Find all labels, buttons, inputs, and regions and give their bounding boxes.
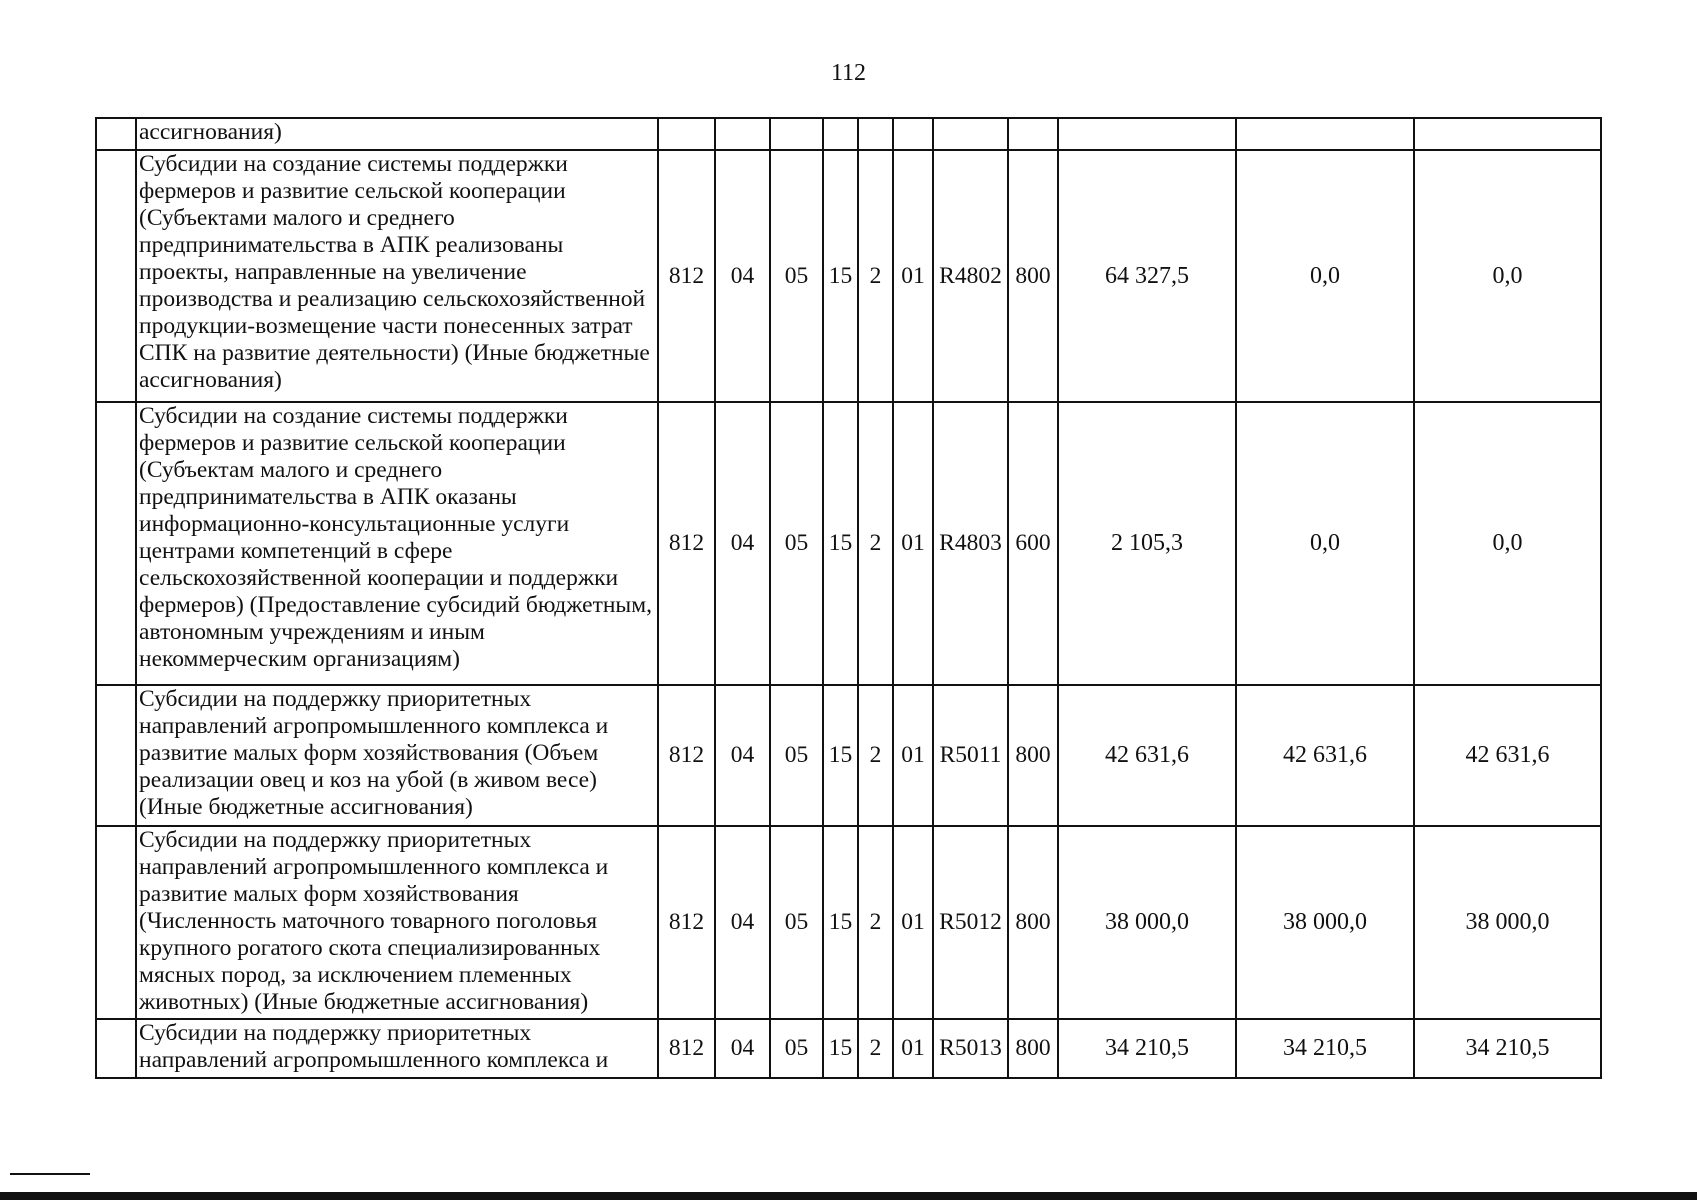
ministry-code-cell: 812 (658, 826, 715, 1019)
expense-type-cell (1008, 118, 1058, 150)
amount-year-3-cell (1414, 118, 1601, 150)
subsection-code-cell: 05 (770, 402, 823, 685)
subsection-code-cell (770, 118, 823, 150)
row-number-cell (96, 150, 136, 402)
amount-year-1-cell: 42 631,6 (1058, 685, 1236, 826)
subsection-code-cell: 05 (770, 685, 823, 826)
amount-year-2-cell: 0,0 (1236, 402, 1414, 685)
subprogram-code-cell: 2 (858, 1019, 893, 1078)
amount-year-3-cell: 0,0 (1414, 402, 1601, 685)
amount-year-3-cell: 0,0 (1414, 150, 1601, 402)
subprogram-code-cell (858, 118, 893, 150)
amount-year-1-cell: 2 105,3 (1058, 402, 1236, 685)
expense-type-cell: 800 (1008, 826, 1058, 1019)
ministry-code-cell (658, 118, 715, 150)
amount-year-3-cell: 34 210,5 (1414, 1019, 1601, 1078)
description-cell: ассигнования) (136, 118, 658, 150)
amount-year-1-cell: 38 000,0 (1058, 826, 1236, 1019)
section-code-cell: 04 (715, 826, 770, 1019)
section-code-cell (715, 118, 770, 150)
amount-year-2-cell: 34 210,5 (1236, 1019, 1414, 1078)
expense-type-cell: 800 (1008, 150, 1058, 402)
description-cell: Субсидии на создание системы поддержки фермеров и развитие сельской кооперации (Субъектам малого и среднего предпринимательства в АПК оказаны информационно-консультационные услуги центрами компетенций в сфере сельскохозяйственной кооперации и поддержки фермеров) (Предоставление субсидий бюджетным, автономным учреждениям и иным некоммерческим организациям) (136, 402, 658, 685)
amount-year-2-cell (1236, 118, 1414, 150)
program-code-cell (823, 118, 858, 150)
target-code-cell: R5013 (933, 1019, 1008, 1078)
target-code-cell: R4802 (933, 150, 1008, 402)
event-code-cell: 01 (893, 150, 933, 402)
event-code-cell (893, 118, 933, 150)
section-code-cell: 04 (715, 685, 770, 826)
table-row (96, 118, 1601, 150)
row-number-cell (96, 685, 136, 826)
amount-year-3-cell: 42 631,6 (1414, 685, 1601, 826)
section-code-cell: 04 (715, 1019, 770, 1078)
expense-type-cell: 600 (1008, 402, 1058, 685)
section-code-cell: 04 (715, 402, 770, 685)
event-code-cell: 01 (893, 685, 933, 826)
page-number: 112 (830, 60, 867, 86)
program-code-cell: 15 (823, 1019, 858, 1078)
amount-year-2-cell: 38 000,0 (1236, 826, 1414, 1019)
subprogram-code-cell: 2 (858, 150, 893, 402)
target-code-cell (933, 118, 1008, 150)
ministry-code-cell: 812 (658, 685, 715, 826)
table-row (96, 685, 1601, 826)
description-cell: Субсидии на поддержку приоритетных направлений агропромышленного комплекса и развитие малых форм хозяйствования (Объем реализации овец и коз на убой (в живом весе) (Иные бюджетные ассигнования) (136, 685, 658, 826)
amount-year-3-cell: 38 000,0 (1414, 826, 1601, 1019)
program-code-cell: 15 (823, 826, 858, 1019)
ministry-code-cell: 812 (658, 402, 715, 685)
event-code-cell: 01 (893, 402, 933, 685)
description-cell: Субсидии на создание системы поддержки фермеров и развитие сельской кооперации (Субъектами малого и среднего предпринимательства в АПК реализованы проекты, направленные на увеличение производства и реализацию сельскохозяйственной продукции-возмещение части понесенных затрат СПК на развитие деятельности) (Иные бюджетные ассигнования) (136, 150, 658, 402)
table-row (96, 150, 1601, 402)
description-cell: Субсидии на поддержку приоритетных направлений агропромышленного комплекса и (136, 1019, 658, 1078)
program-code-cell: 15 (823, 402, 858, 685)
event-code-cell: 01 (893, 826, 933, 1019)
amount-year-1-cell (1058, 118, 1236, 150)
amount-year-2-cell: 42 631,6 (1236, 685, 1414, 826)
table-row (96, 1019, 1601, 1078)
subprogram-code-cell: 2 (858, 685, 893, 826)
subprogram-code-cell: 2 (858, 826, 893, 1019)
row-number-cell (96, 1019, 136, 1078)
description-cell: Субсидии на поддержку приоритетных направлений агропромышленного комплекса и развитие малых форм хозяйствования (Численность маточного товарного поголовья крупного рогатого скота специализированных мясных пород, за исключением племенных животных) (Иные бюджетные ассигнования) (136, 826, 658, 1019)
subsection-code-cell: 05 (770, 150, 823, 402)
subprogram-code-cell: 2 (858, 402, 893, 685)
ministry-code-cell: 812 (658, 150, 715, 402)
row-number-cell (96, 402, 136, 685)
subsection-code-cell: 05 (770, 1019, 823, 1078)
event-code-cell: 01 (893, 1019, 933, 1078)
expense-type-cell: 800 (1008, 685, 1058, 826)
row-number-cell (96, 826, 136, 1019)
amount-year-2-cell: 0,0 (1236, 150, 1414, 402)
table-row (96, 402, 1601, 685)
expense-type-cell: 800 (1008, 1019, 1058, 1078)
program-code-cell: 15 (823, 685, 858, 826)
amount-year-1-cell: 34 210,5 (1058, 1019, 1236, 1078)
target-code-cell: R5011 (933, 685, 1008, 826)
subsection-code-cell: 05 (770, 826, 823, 1019)
budget-allocation-table (95, 117, 1602, 1079)
ministry-code-cell: 812 (658, 1019, 715, 1078)
target-code-cell: R4803 (933, 402, 1008, 685)
target-code-cell: R5012 (933, 826, 1008, 1019)
section-code-cell: 04 (715, 150, 770, 402)
footnote-rule (10, 1173, 90, 1175)
row-number-cell (96, 118, 136, 150)
scan-bottom-edge (0, 1192, 1697, 1200)
amount-year-1-cell: 64 327,5 (1058, 150, 1236, 402)
program-code-cell: 15 (823, 150, 858, 402)
table-row (96, 826, 1601, 1019)
